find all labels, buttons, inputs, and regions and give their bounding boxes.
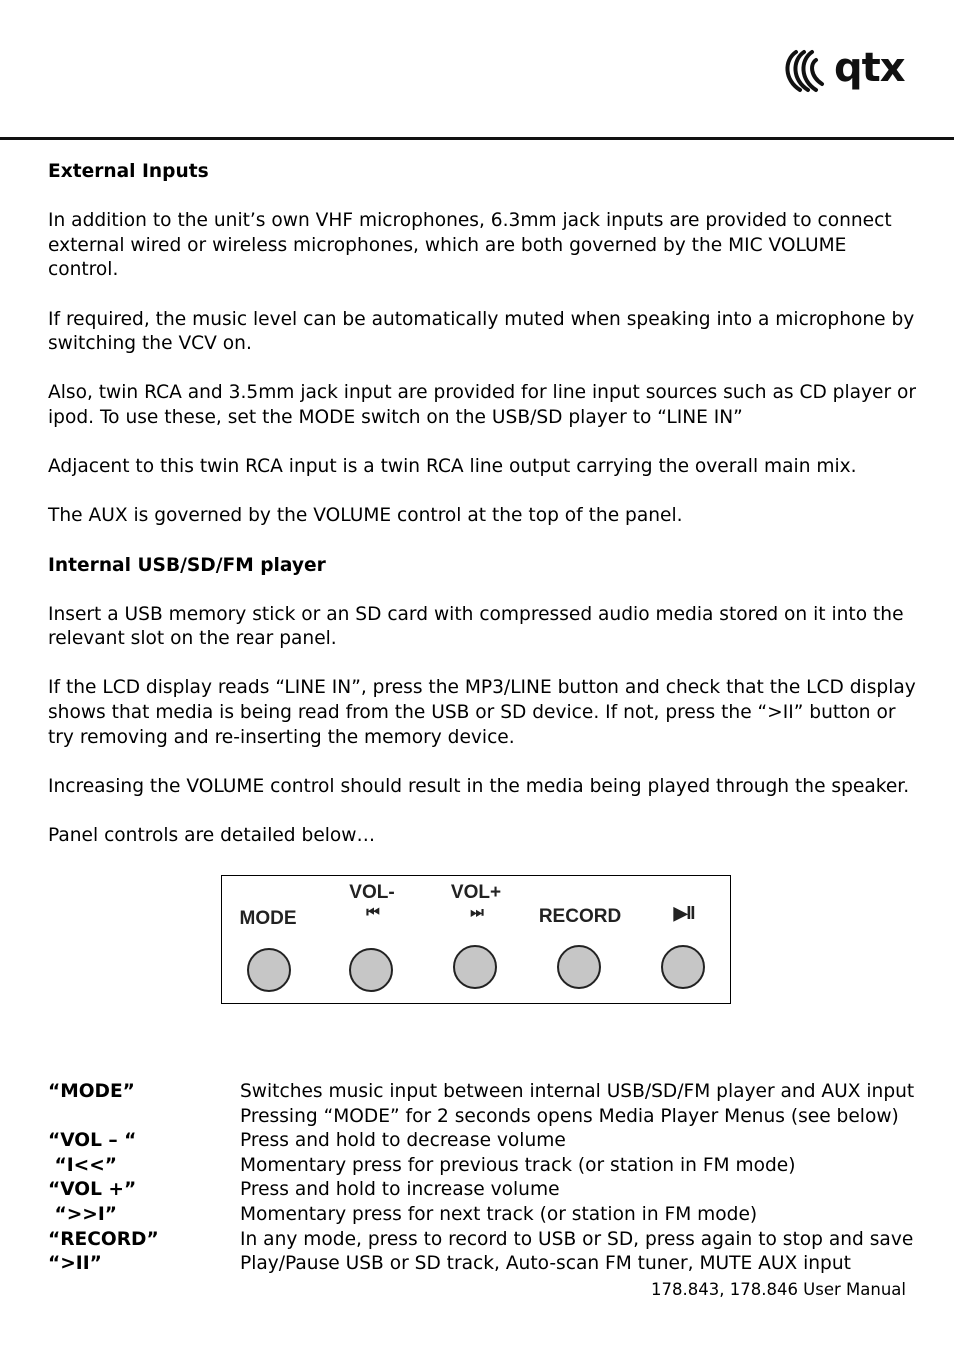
definition-term: “>II” <box>48 1253 102 1275</box>
record-knob <box>557 945 601 989</box>
header-divider <box>0 137 954 140</box>
definition-desc: Switches music input between internal USB/SD/FM player and AUX input <box>240 1081 915 1102</box>
paragraph: If required, the music level can be automatically muted when speaking into a microphone by switching the VCV on. <box>48 308 915 355</box>
logo-wordmark: qtx <box>834 45 905 91</box>
play-pause-knob <box>661 945 705 989</box>
definition-row <box>48 1129 918 1154</box>
definition-term: “I<<” <box>48 1154 117 1176</box>
definition-term: “RECORD” <box>48 1228 159 1250</box>
definition-term: “>>I” <box>48 1203 117 1225</box>
definition-row <box>48 1228 918 1253</box>
definition-row <box>48 1154 918 1179</box>
vol-minus-knob <box>349 948 393 992</box>
paragraph: Adjacent to this twin RCA input is a twin RCA line output carrying the overall main mix. <box>48 456 857 478</box>
section-heading-usb-player: Internal USB/SD/FM player <box>48 554 326 576</box>
control-panel-diagram <box>221 875 731 1004</box>
definition-term: “MODE” <box>48 1081 135 1102</box>
play-pause-icon: ▶II <box>673 903 695 923</box>
definition-row <box>48 1178 918 1203</box>
brand-logo <box>778 44 908 96</box>
vol-plus-knob <box>453 945 497 989</box>
record-label: RECORD <box>538 906 622 927</box>
definition-row <box>48 1080 918 1105</box>
next-track-icon: ⏭ <box>470 904 482 921</box>
definition-desc: Pressing “MODE” for 2 seconds opens Media Player Menus (see below) <box>240 1105 899 1127</box>
definition-term <box>48 1105 240 1130</box>
play-pause-label <box>652 904 716 922</box>
definition-desc: Play/Pause USB or SD track, Auto-scan FM tuner, MUTE AUX input <box>240 1253 851 1275</box>
definition-row <box>48 1105 918 1130</box>
paragraph: Panel controls are detailed below… <box>48 825 376 847</box>
mode-knob <box>247 948 291 992</box>
paragraph: Also, twin RCA and 3.5mm jack input are provided for line input sources such as CD player or ipod. To use these, set the MODE switch on the USB/SD player to “LINE IN” <box>48 382 917 428</box>
controls-definition-list <box>48 1080 918 1277</box>
mode-label: MODE <box>239 908 297 929</box>
paragraph: Insert a USB memory stick or an SD card with compressed audio media stored on it into the relevant slot on the rear panel. <box>48 603 904 650</box>
paragraph: Increasing the VOLUME control should result in the media being played through the speaker. <box>48 775 910 797</box>
vol-plus-label: VOL+ ⏭ <box>444 882 508 922</box>
qtx-wave-icon <box>778 46 830 96</box>
definition-desc: In any mode, press to record to USB or SD, press again to stop and save <box>240 1228 914 1250</box>
definition-term: “VOL +” <box>48 1179 137 1201</box>
vol-minus-label: VOL- ⏮ <box>340 882 404 922</box>
paragraph: The AUX is governed by the VOLUME control at the top of the panel. <box>48 505 683 527</box>
definition-desc: Press and hold to increase volume <box>240 1179 560 1201</box>
definition-row <box>48 1252 918 1277</box>
definition-desc: Press and hold to decrease volume <box>240 1130 566 1152</box>
manual-body <box>48 160 918 849</box>
page-footer: 178.843, 178.846 User Manual <box>650 1280 906 1299</box>
definition-row <box>48 1203 918 1228</box>
previous-track-icon: ⏮ <box>366 904 378 921</box>
paragraph: In addition to the unit’s own VHF microphones, 6.3mm jack inputs are provided to connect external wired or wireless microphones, which are both governed by the MIC VOLUME control. <box>48 210 892 281</box>
definition-term: “VOL – “ <box>48 1130 137 1152</box>
paragraph: If the LCD display reads “LINE IN”, press the MP3/LINE button and check that the LCD display shows that media is being read from the USB or SD device. If not, press the “>II” button or try removing and re-inserting the memory device. <box>48 677 916 748</box>
section-heading-external-inputs: External Inputs <box>48 161 209 182</box>
definition-desc: Momentary press for previous track (or station in FM mode) <box>240 1154 796 1176</box>
definition-desc: Momentary press for next track (or station in FM mode) <box>240 1203 758 1225</box>
